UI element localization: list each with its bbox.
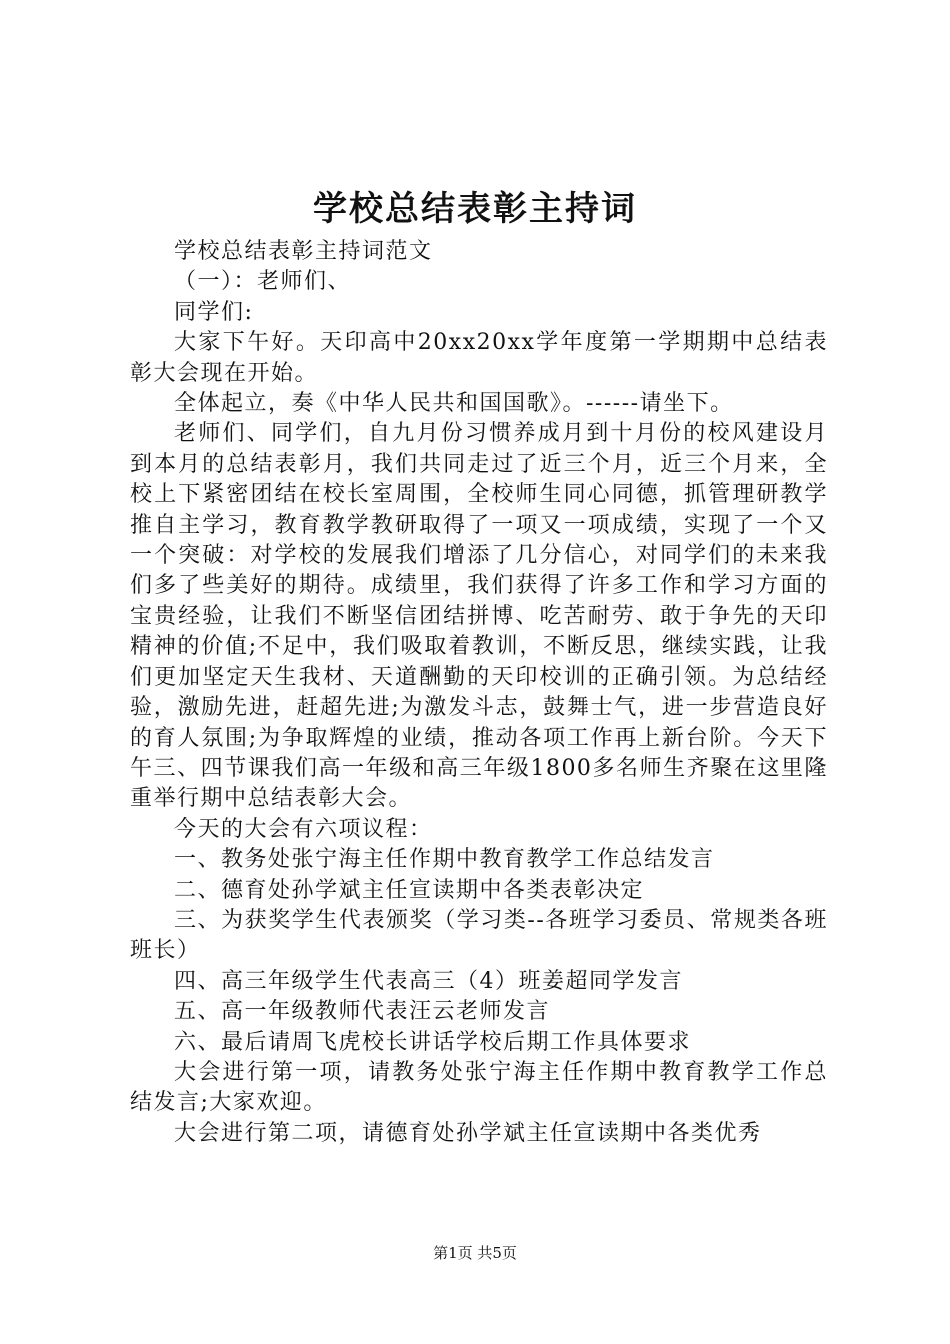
paragraph: 老师们、同学们，自九月份习惯养成月到十月份的校风建设月到本月的总结表彰月，我们共同走过了近三个月，近三个月来，全校上下紧密团结在校长室周围，全校师生同心同德，抓管理研教学推自主学习，教育教学教研取得了一项又一项成绩，实现了一个又一个突破：对学校的发展我们增添了几分信心，对同学们的未来我们多了些美好的期待。成绩里，我们获得了许多工作和学习方面的宝贵经验，让我们不断坚信团结拼博、吃苦耐劳、敢于争先的天印精神的价值;不足中，我们吸取着教训，不断反思，继续实践，让我们更加坚定天生我材、天道酬勤的天印校训的正确引领。为总结经验，激励先进，赶超先进;为激发斗志，鼓舞士气，进一步营造良好的育人氛围;为争取辉煌的业绩，推动各项工作再上新台阶。今天下午三、四节课我们高一年级和高三年级1800多名师生齐聚在这里隆重举行期中总结表彰大会。 xyxy=(130,421,828,812)
agenda-item: 五、高一年级教师代表汪云老师发言 xyxy=(174,999,551,1025)
paragraph: 全体起立，奏《中华人民共和国国歌》。------请坐下。 xyxy=(174,391,734,417)
agenda-item: 六、最后请周飞虎校长讲话学校后期工作具体要求 xyxy=(174,1029,692,1055)
paragraph: 大会进行第一项，请教务处张宁海主任作期中教育教学工作总结发言;大家欢迎。 xyxy=(130,1059,828,1116)
page-footer: 第1页 共5页 xyxy=(433,1244,517,1262)
agenda-item: 四、高三年级学生代表高三（4）班姜超同学发言 xyxy=(174,968,683,994)
paragraph: 同学们: xyxy=(174,299,254,325)
paragraph: 大会进行第二项，请德育处孙学斌主任宣读期中各类优秀 xyxy=(174,1120,762,1146)
document-title: 学校总结表彰主持词 xyxy=(313,189,637,229)
agenda-item: 一、教务处张宁海主任作期中教育教学工作总结发言 xyxy=(174,847,715,873)
paragraph: 今天的大会有六项议程： xyxy=(174,816,433,842)
paragraph: 学校总结表彰主持词范文 xyxy=(174,239,433,264)
agenda-item: 二、德育处孙学斌主任宣读期中各类表彰决定 xyxy=(174,877,645,903)
paragraph: （一）：老师们、 xyxy=(174,269,352,295)
document-body xyxy=(130,237,828,1149)
agenda-item: 三、为获奖学生代表颁奖（学习类--各班学习委员、常规类各班班长） xyxy=(130,907,828,964)
paragraph: 大家下午好。天印高中20xx20xx学年度第一学期期中总结表彰大会现在开始。 xyxy=(130,330,828,386)
